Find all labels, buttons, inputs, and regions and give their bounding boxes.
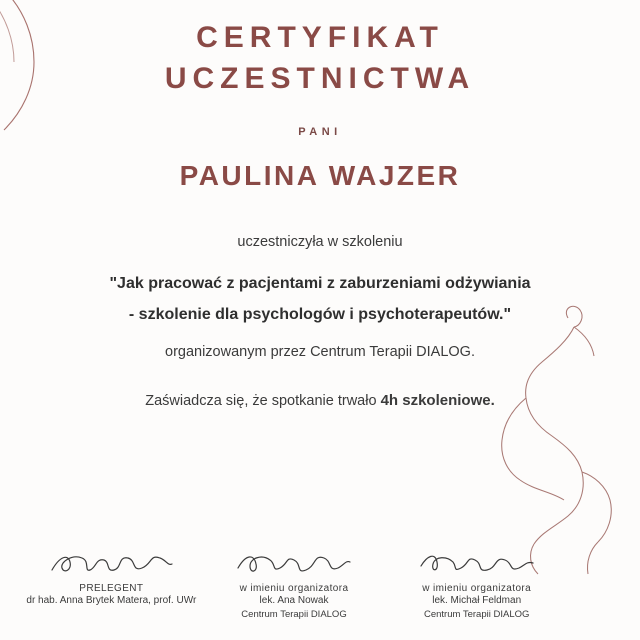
salutation: PANI	[298, 125, 342, 138]
certificate-title-line-1: CERTYFIKAT	[196, 21, 444, 54]
signature-sub: Centrum Terapii DIALOG	[241, 609, 347, 621]
participation-text: uczestniczyła w szkoleniu	[237, 233, 403, 250]
signature-role: w imieniu organizatora	[239, 582, 349, 594]
duration-value: 4h szkoleniowe.	[380, 391, 495, 409]
signature-mark	[24, 540, 199, 580]
course-title-line-2: - szkolenie dla psychologów i psychoterapeutów."	[128, 305, 512, 323]
signature-name: lek. Ana Nowak	[259, 594, 329, 606]
signature-block	[0, 540, 640, 622]
signature-role: PRELEGENT	[79, 582, 144, 594]
course-title-line-1: "Jak pracować z pacjentami z zaburzeniami odżywiania	[109, 274, 531, 292]
signature-sub: Centrum Terapii DIALOG	[423, 609, 530, 621]
signature-role: w imieniu organizatora	[422, 582, 532, 594]
organizer-text: organizowanym przez Centrum Terapii DIALOG.	[165, 343, 475, 360]
recipient-name: PAULINA WAJZER	[179, 159, 461, 191]
handwritten-signature-icon	[417, 546, 537, 580]
signature-mark	[207, 540, 382, 580]
signature-entry	[385, 540, 568, 622]
certificate-title-line-2: UCZESTNICTWA	[164, 61, 476, 95]
duration-text	[0, 392, 640, 409]
handwritten-signature-icon	[46, 546, 176, 580]
signature-entry	[203, 540, 386, 622]
course-title	[0, 268, 640, 330]
handwritten-signature-icon	[234, 546, 354, 580]
signature-name: dr hab. Anna Brytek Matera, prof. UWr	[26, 594, 197, 606]
signature-name: lek. Michał Feldman	[432, 594, 522, 606]
duration-prefix: Zaświadcza się, że spotkanie trwało	[145, 392, 377, 409]
certificate-title	[0, 18, 640, 100]
signature-mark	[389, 540, 564, 580]
signature-entry	[20, 540, 203, 622]
